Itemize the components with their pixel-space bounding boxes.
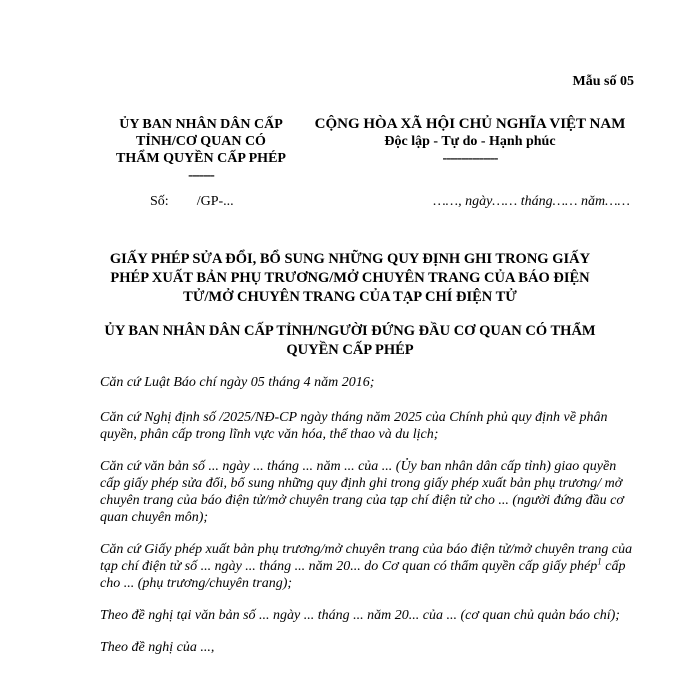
basis-paragraph-4-tail: cấp cho ... (phụ trương/chuyên trang); (100, 559, 626, 591)
document-number-suffix: /GP-... (196, 194, 234, 209)
authority-heading (100, 322, 600, 360)
issuing-authority-divider: ------- (188, 168, 214, 183)
basis-paragraph-1: Căn cứ Luật Báo chí ngày 05 tháng 4 năm 2016; (100, 375, 375, 390)
issuing-authority-header (86, 116, 316, 184)
issuing-authority-line2: TỈNH/CƠ QUAN CÓ (136, 134, 266, 149)
issuing-authority-line1: ỦY BAN NHÂN DÂN CẤP (119, 117, 283, 132)
basis-paragraph-3: Căn cứ văn bản số ... ngày ... tháng ... năm ... của ... (Ủy ban nhân dân cấp tỉnh) giao quyền cấp giấy phép sửa đổi, bổ sung những quy định ghi trong giấy phép xuất bản phụ trương/ mở chuyên trang của báo điện tử/mở chuyên trang của tạp chí điện tử cho ... (người đứng đầu cơ quan chuyên môn); (100, 459, 624, 525)
nation-name: CỘNG HÒA XÃ HỘI CHỦ NGHĨA VIỆT NAM (314, 116, 626, 132)
document-number (150, 194, 234, 210)
authority-line2: QUYỀN CẤP PHÉP (286, 342, 414, 358)
title-line2: PHÉP XUẤT BẢN PHỤ TRƯƠNG/MỞ CHUYÊN TRANG CỦA BÁO ĐIỆN (110, 270, 590, 286)
document-title (100, 250, 600, 307)
basis-paragraph-2: Căn cứ Nghị định số /2025/NĐ-CP ngày tháng năm 2025 của Chính phủ quy định về phân quyền, phân cấp trong lĩnh vực văn hóa, thể thao và du lịch; (100, 410, 608, 442)
national-header (300, 116, 640, 167)
footnote-marker[interactable]: 1 (597, 556, 602, 567)
title-line1: GIẤY PHÉP SỬA ĐỔI, BỔ SUNG NHỮNG QUY ĐỊNH GHI TRONG GIẤY (109, 251, 591, 267)
national-motto: Độc lập - Tự do - Hạnh phúc (384, 134, 556, 149)
date-line: ……, ngày…… tháng…… năm…… (433, 194, 630, 209)
title-line3: TỬ/MỞ CHUYÊN TRANG CỦA TẠP CHÍ ĐIỆN TỬ (183, 289, 517, 305)
national-divider: --------------- (442, 151, 498, 166)
document-number-label: Số: (150, 194, 169, 209)
legal-basis (100, 374, 635, 671)
issuing-authority-line3: THẨM QUYỀN CẤP PHÉP (116, 151, 286, 166)
basis-paragraph-4-text: Căn cứ Giấy phép xuất bản phụ trương/mở chuyên trang của báo điện tử/mở chuyên trang của tạp chí điện tử số ... ngày ... tháng ... năm 20... do Cơ quan có thẩm quyền cấp giấy phép (100, 542, 633, 574)
authority-line1: ỦY BAN NHÂN DÂN CẤP TỈNH/NGƯỜI ĐỨNG ĐẦU CƠ QUAN CÓ THẨM (104, 323, 596, 339)
basis-paragraph-5: Theo đề nghị tại văn bản số ... ngày ... tháng ... năm 20... của ... (cơ quan chủ quản báo chí); (100, 608, 620, 623)
basis-paragraph-6: Theo đề nghị của ..., (100, 640, 215, 655)
form-number: Mẫu số 05 (572, 74, 634, 89)
basis-paragraph-4 (100, 541, 635, 592)
